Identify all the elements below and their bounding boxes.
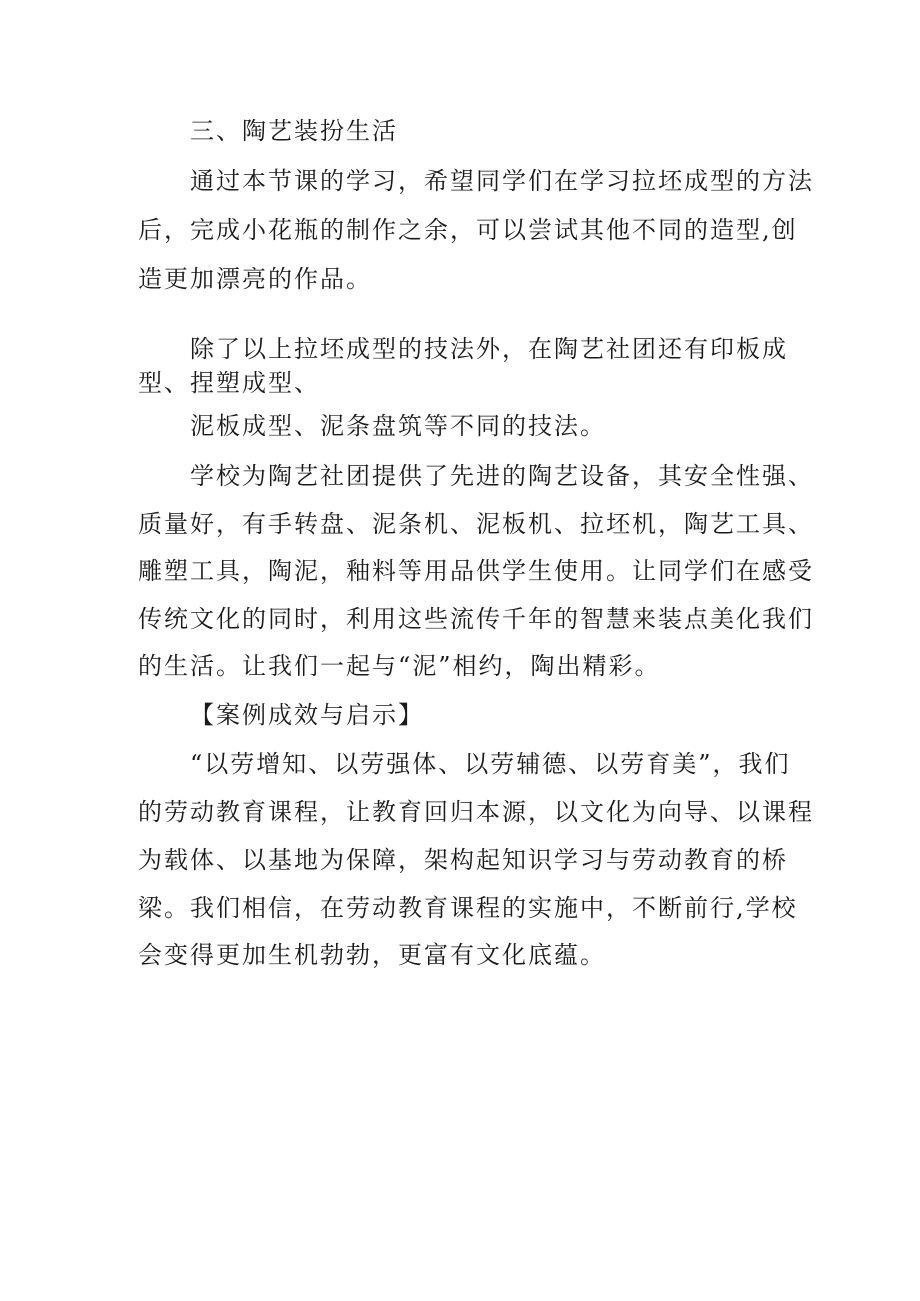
paragraph-line: 的劳动教育课程，让教育回归本源，以文化为向导、以课程 [138,798,814,826]
paragraph-line: 通过本节课的学习，希望同学们在学习拉坯成型的方法 [190,167,814,195]
paragraph-line: 为载体、以基地为保障，架构起知识学习与劳动教育的桥 [138,846,788,874]
paragraph-line: 除了以上拉坯成型的技法外，在陶艺社团还有印板成 [190,335,788,363]
paragraph-line: 传统文化的同时，利用这些流传千年的智慧来装点美化我们 [138,605,814,633]
paragraph-line: 造更加漂亮的作品。 [138,265,372,293]
paragraph-line: 质量好，有手转盘、泥条机、泥板机、拉坯机，陶艺工具、 [138,510,814,538]
paragraph-line: 泥板成型、泥条盘筑等不同的技法。 [190,412,606,440]
paragraph-line: 型、捏塑成型、 [138,369,320,397]
paragraph-line: 学校为陶艺社团提供了先进的陶艺设备，其安全性强、 [190,462,814,490]
section-heading: 三、陶艺装扮生活 [190,117,398,145]
paragraph-line: “以劳增知、以劳强体、以劳辅德、以劳育美”，我们 [190,750,791,778]
paragraph-line: 雕塑工具，陶泥，釉料等用品供学生使用。让同学们在感受 [138,557,814,585]
paragraph-line: 会变得更加生机勃勃，更富有文化底蕴。 [138,941,606,969]
paragraph-line: 后，完成小花瓶的制作之余，可以尝试其他不同的造型,创 [138,216,798,244]
paragraph-line: 的生活。让我们一起与“泥”相约，陶出精彩。 [138,652,661,680]
case-heading: 【案例成效与启示】 [190,701,424,729]
paragraph-line: 梁。我们相信，在劳动教育课程的实施中，不断前行,学校 [138,894,798,922]
